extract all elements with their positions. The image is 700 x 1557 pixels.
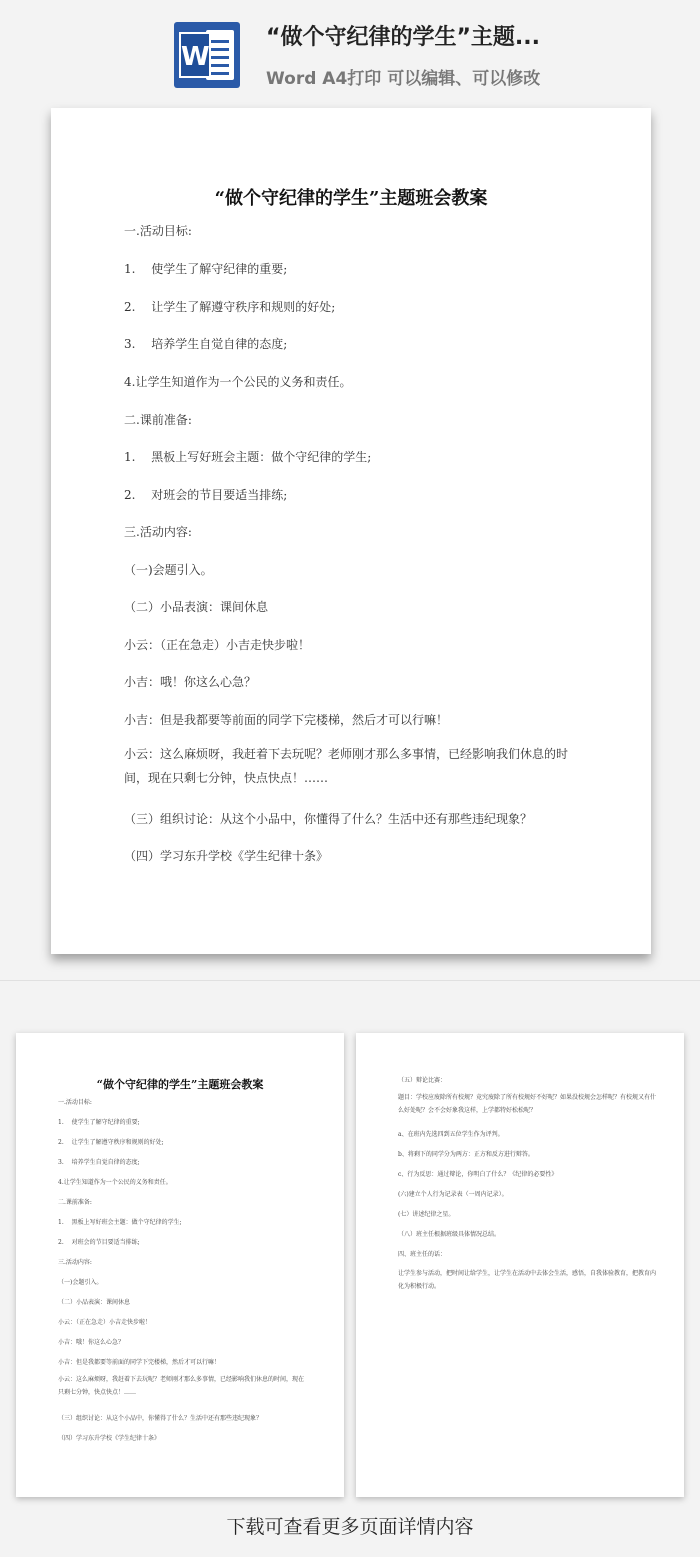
thumbnail-line: (七）讲述纪律之星。	[398, 1211, 455, 1218]
content-item: （一)会题引入。	[124, 563, 213, 577]
dialogue-line: 小云：（正在急走）小吉走快步啦！	[124, 638, 311, 652]
thumbnail-line: （五）辩论比赛：	[398, 1077, 447, 1084]
download-more-link[interactable]: 下载可查看更多页面详情内容	[226, 1516, 474, 1538]
document-title[interactable]: “做个守纪律的学生”主题...	[266, 25, 540, 50]
goal-item: 4.让学生知道作为一个公民的义务和责任。	[124, 375, 352, 389]
word-letter-icon: W	[179, 32, 211, 78]
page-thumbnail-2[interactable]	[356, 1033, 684, 1497]
header-banner	[0, 0, 700, 100]
thumbnail-line: 3. 培养学生自觉自律的态度;	[58, 1159, 140, 1166]
dialogue-line: 小吉：哦！你这么心急？	[124, 675, 257, 689]
thumbnail-line: 小云：（正在急走）小吉走快步啦！	[58, 1319, 152, 1326]
thumbnail-line: 4.让学生知道作为一个公民的义务和责任。	[58, 1179, 172, 1186]
thumbnail-heading: “做个守纪律的学生”主题班会教案	[96, 1078, 264, 1091]
main-page-preview[interactable]	[51, 108, 651, 954]
thumbnail-line: 二.课前准备:	[58, 1199, 92, 1206]
content-item: （三）组织讨论：从这个小品中，你懂得了什么？生活中还有那些违纪现象？	[124, 812, 533, 826]
thumbnail-line: a、在班内先选四到五位学生作为评判。	[398, 1131, 504, 1138]
thumbnail-line: （三）组织讨论：从这个小品中，你懂得了什么？生活中还有那些违纪现象？	[58, 1415, 263, 1422]
thumbnail-line: （八）班主任根据班级具体情况总结。	[398, 1231, 501, 1238]
goal-item: 2. 让学生了解遵守秩序和规则的好处;	[124, 300, 336, 314]
section-heading: 三.活动内容:	[124, 525, 192, 539]
thumbnail-line: 三.活动内容:	[58, 1259, 92, 1266]
thumbnail-line: 题目：学校应废除所有校规？竟究废除了所有校规好不好呢？如果没校规会怎样呢？有校规又有什么好处呢？会不会好象我这样，上学都特好松松呢？	[398, 1094, 657, 1114]
page-heading: “做个守纪律的学生”主题班会教案	[214, 188, 488, 209]
thumbnail-line: （一)会题引入。	[58, 1279, 103, 1286]
thumbnail-line: （二）小品表演：课间休息	[58, 1299, 131, 1306]
thumbnail-line: 小吉：但是我都要等前面的同学下完楼梯，然后才可以行嘛！	[58, 1359, 221, 1366]
section-heading: 一.活动目标:	[124, 224, 192, 238]
thumbnail-line: (六)建立个人行为记录表（一周内记录）。	[398, 1191, 508, 1198]
content-item: （二）小品表演：课间休息	[124, 600, 269, 614]
thumbnail-line: （四）学习东升学校《学生纪律十条》	[58, 1435, 161, 1442]
thumbnail-line: 小云：这么麻烦呀，我赶着下去玩呢？老师刚才那么多事情，已经影响我们休息的时间，现在只剩七分钟，快点快点！……	[58, 1376, 305, 1396]
thumbnail-line: 让学生参与活动，把时间让给学生，让学生在活动中去体会生活，感悟，自我体验教育，把教育内化为积极行动。	[398, 1270, 657, 1290]
prep-item: 1. 黑板上写好班会主题：做个守纪律的学生;	[124, 450, 372, 464]
thumbnail-line: b、将剩下的同学分为两方：正方和反方进行辩答。	[398, 1151, 534, 1158]
thumbnail-line: 1. 黑板上写好班会主题：做个守纪律的学生;	[58, 1219, 182, 1226]
dialogue-line: 小云：这么麻烦呀，我赶着下去玩呢？老师刚才那么多事情，已经影响我们休息的时间，现在只剩七分钟，快点快点！……	[124, 747, 569, 785]
thumbnail-line: 1. 使学生了解守纪律的重要;	[58, 1119, 140, 1126]
goal-item: 3. 培养学生自觉自律的态度;	[124, 337, 288, 351]
divider	[0, 980, 700, 981]
thumbnail-line: 2. 对班会的节目要适当排练;	[58, 1239, 140, 1246]
prep-item: 2. 对班会的节目要适当排练;	[124, 488, 288, 502]
thumbnail-line: c、行为反思：通过辩论，你明白了什么？《纪律的必要性》	[398, 1171, 558, 1178]
word-document-icon	[174, 22, 240, 88]
thumbnail-line: 小吉：哦！你这么心急？	[58, 1339, 125, 1346]
goal-item: 1. 使学生了解守纪律的重要;	[124, 262, 288, 276]
content-item: （四）学习东升学校《学生纪律十条》	[124, 849, 329, 863]
thumbnail-line: 四、班主任的话：	[398, 1251, 447, 1258]
thumbnail-line: 2. 让学生了解遵守秩序和规则的好处;	[58, 1139, 164, 1146]
page-thumbnail-1[interactable]	[16, 1033, 344, 1497]
document-subtitle: Word A4打印 可以编辑、可以修改	[266, 69, 541, 89]
dialogue-line: 小吉：但是我都要等前面的同学下完楼梯，然后才可以行嘛！	[124, 713, 449, 727]
section-heading: 二.课前准备:	[124, 413, 192, 427]
thumbnail-line: 一.活动目标:	[58, 1099, 92, 1106]
